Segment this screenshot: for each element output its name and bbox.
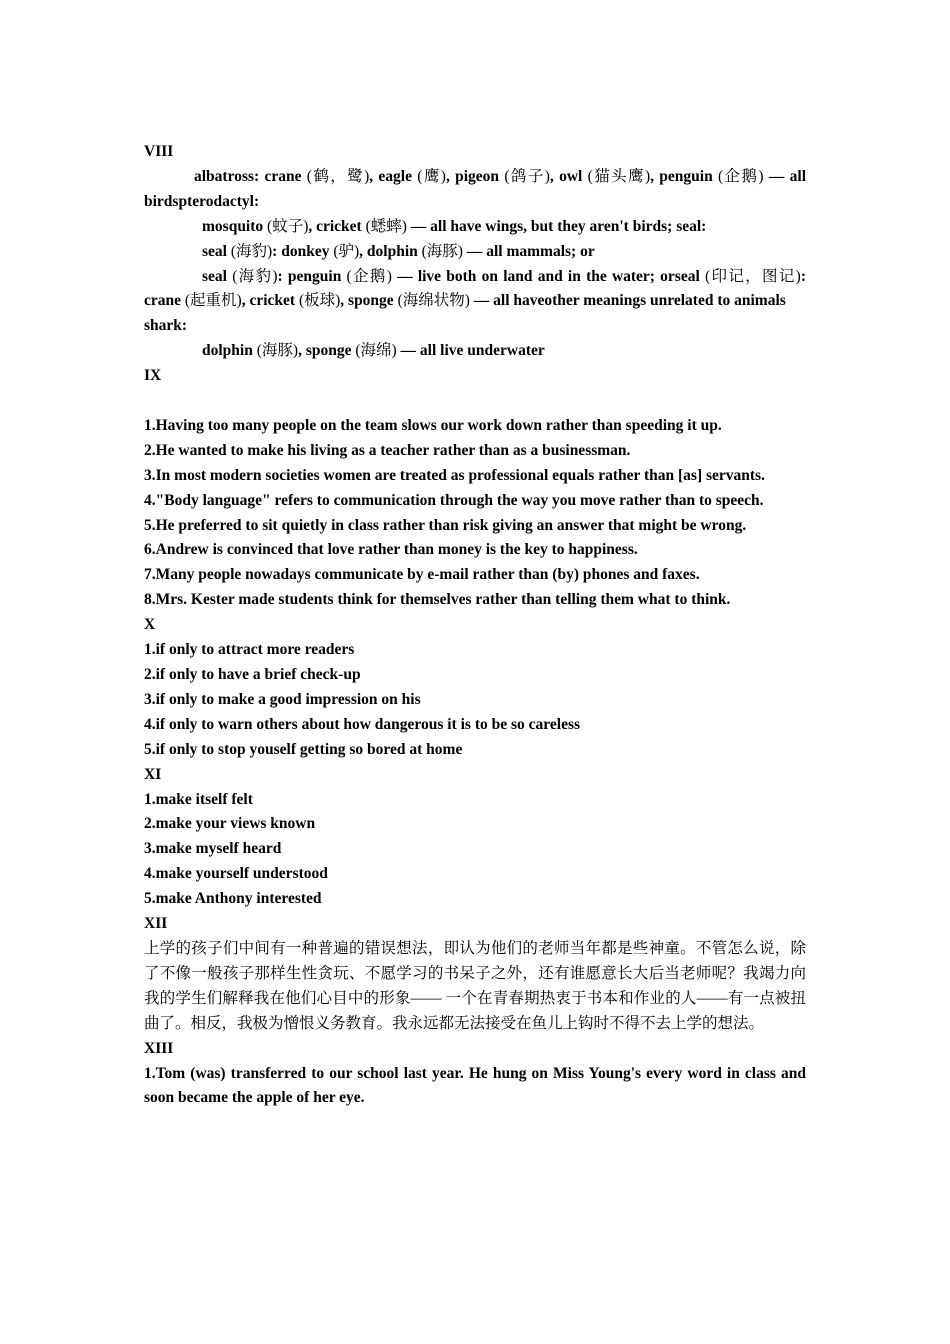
blank-line xyxy=(144,389,806,414)
section-heading-x: X xyxy=(144,616,156,634)
section-heading-ix: IX xyxy=(144,367,162,385)
xii-translation-paragraph: 上学的孩子们中间有一种普遍的错误想法，即认为他们的老师当年都是些神童。不管怎么说，除了不像一般孩子那样生性贪玩、不愿学习的书呆子之外，还有谁愿意长大后当老师呢？我竭力向我的学生们解释我在他们心目中的形象—— 一个在青春期热衷于书本和作业的人——有一点被扭曲了。相反，我极为憎恨义务教育。我永远都无法接受在鱼儿上钩时不得不去上学的想法。 xyxy=(144,939,806,1032)
ix-item: 6.Andrew is convinced that love rather than money is the key to happiness. xyxy=(144,541,638,559)
section-heading-xiii: XIII xyxy=(144,1039,174,1057)
x-item: 5.if only to stop youself getting so bored at home xyxy=(144,740,463,758)
ix-item: 2.He wanted to make his living as a teacher rather than as a businessman. xyxy=(144,441,631,459)
viii-line-1: albatross: crane (鹤，鹭), eagle (鹰), pigeon (鸽子), owl (猫头鹰), penguin (企鹅) — all birdspterodactyl: xyxy=(144,167,807,210)
x-item: 1.if only to attract more readers xyxy=(144,641,355,659)
ix-item: 5.He preferred to sit quietly in class rather than risk giving an answer that might be wrong. xyxy=(144,516,747,534)
section-heading-viii: VIII xyxy=(144,143,174,160)
viii-line-3: seal (海豹): donkey (驴), dolphin (海豚) — all mammals; or xyxy=(202,242,595,260)
section-heading-xi: XI xyxy=(144,765,162,783)
viii-line-2: mosquito (蚊子), cricket (蟋蟀) — all have wings, but they aren't birds; seal: xyxy=(202,217,707,235)
xi-item: 4.make yourself understood xyxy=(144,865,328,883)
xi-item: 2.make your views known xyxy=(144,815,316,833)
viii-shark-label: shark: xyxy=(144,317,188,335)
ix-item: 7.Many people nowadays communicate by e-mail rather than (by) phones and faxes. xyxy=(144,566,700,584)
viii-line-4: seal (海豹): penguin (企鹅) — live both on land and in the water; orseal (印记，图记): crane (起重机), cricket (板球), sponge (海绵状物) — all haveother meanings unrelated to animals xyxy=(144,267,807,310)
ix-item: 3.In most modern societies women are treated as professional equals rather than [as] servants. xyxy=(144,466,765,484)
xi-item: 3.make myself heard xyxy=(144,840,282,858)
viii-line-5: dolphin (海豚), sponge (海绵) — all live underwater xyxy=(202,342,545,360)
xi-item: 1.make itself felt xyxy=(144,790,253,808)
x-item: 2.if only to have a brief check-up xyxy=(144,666,361,684)
x-item: 3.if only to make a good impression on his xyxy=(144,690,421,708)
ix-item: 4."Body language" refers to communication through the way you move rather than to speech. xyxy=(144,491,764,509)
xiii-item: 1.Tom (was) transferred to our school last year. He hung on Miss Young's every word in class and soon became the apple of her eye. xyxy=(144,1064,806,1107)
xi-item: 5.make Anthony interested xyxy=(144,890,322,908)
section-heading-xii: XII xyxy=(144,915,168,933)
x-item: 4.if only to warn others about how dangerous it is to be so careless xyxy=(144,715,581,733)
ix-item: 8.Mrs. Kester made students think for themselves rather than telling them what to think. xyxy=(144,591,731,609)
ix-item: 1.Having too many people on the team slows our work down rather than speeding it up. xyxy=(144,416,722,434)
